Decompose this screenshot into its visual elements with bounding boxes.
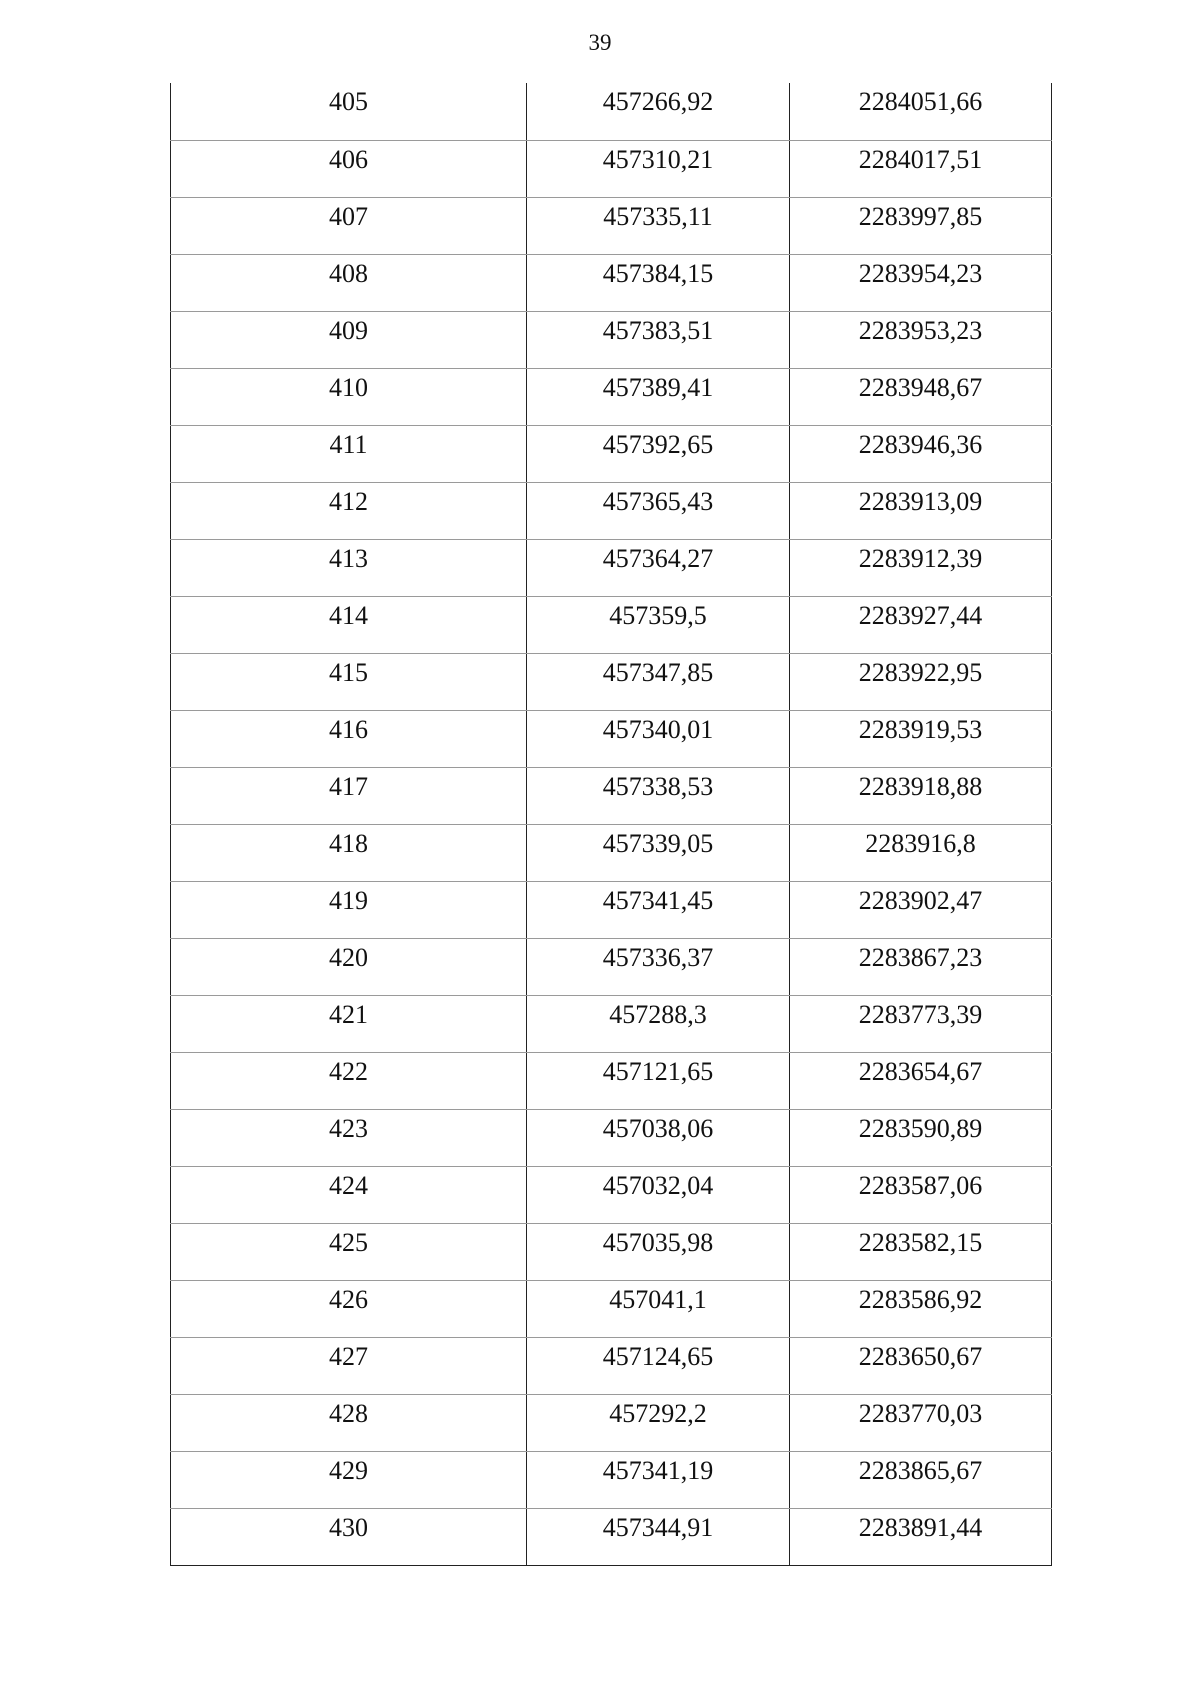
point-number-cell: 424 bbox=[171, 1166, 527, 1223]
y-coordinate-cell: 2283654,67 bbox=[790, 1052, 1052, 1109]
y-coordinate-cell: 2283946,36 bbox=[790, 425, 1052, 482]
point-number-cell: 413 bbox=[171, 539, 527, 596]
y-coordinate-cell: 2283919,53 bbox=[790, 710, 1052, 767]
x-coordinate-cell: 457124,65 bbox=[527, 1337, 790, 1394]
x-coordinate-cell: 457340,01 bbox=[527, 710, 790, 767]
y-coordinate-cell: 2283954,23 bbox=[790, 254, 1052, 311]
y-coordinate-cell: 2284017,51 bbox=[790, 140, 1052, 197]
x-coordinate-cell: 457359,5 bbox=[527, 596, 790, 653]
table-row bbox=[171, 482, 1052, 539]
x-coordinate-cell: 457335,11 bbox=[527, 197, 790, 254]
point-number-cell: 411 bbox=[171, 425, 527, 482]
table-row bbox=[171, 938, 1052, 995]
point-number-cell: 408 bbox=[171, 254, 527, 311]
y-coordinate-cell: 2283927,44 bbox=[790, 596, 1052, 653]
table-row bbox=[171, 653, 1052, 710]
y-coordinate-cell: 2283590,89 bbox=[790, 1109, 1052, 1166]
x-coordinate-cell: 457266,92 bbox=[527, 83, 790, 140]
page-number: 39 bbox=[588, 30, 612, 55]
y-coordinate-cell: 2283953,23 bbox=[790, 311, 1052, 368]
point-number-cell: 430 bbox=[171, 1508, 527, 1565]
x-coordinate-cell: 457383,51 bbox=[527, 311, 790, 368]
table-row bbox=[171, 710, 1052, 767]
table-row bbox=[171, 767, 1052, 824]
point-number-cell: 407 bbox=[171, 197, 527, 254]
x-coordinate-cell: 457344,91 bbox=[527, 1508, 790, 1565]
table-row bbox=[171, 1223, 1052, 1280]
y-coordinate-cell: 2283912,39 bbox=[790, 539, 1052, 596]
table-row bbox=[171, 1052, 1052, 1109]
x-coordinate-cell: 457288,3 bbox=[527, 995, 790, 1052]
x-coordinate-cell: 457384,15 bbox=[527, 254, 790, 311]
y-coordinate-cell: 2283867,23 bbox=[790, 938, 1052, 995]
y-coordinate-cell: 2283913,09 bbox=[790, 482, 1052, 539]
table-row bbox=[171, 1451, 1052, 1508]
coordinates-table-body bbox=[171, 83, 1052, 1565]
y-coordinate-cell: 2283948,67 bbox=[790, 368, 1052, 425]
point-number-cell: 418 bbox=[171, 824, 527, 881]
x-coordinate-cell: 457365,43 bbox=[527, 482, 790, 539]
y-coordinate-cell: 2283770,03 bbox=[790, 1394, 1052, 1451]
table-row bbox=[171, 1394, 1052, 1451]
table-row bbox=[171, 995, 1052, 1052]
table-row bbox=[171, 83, 1052, 140]
point-number-cell: 405 bbox=[171, 83, 527, 140]
x-coordinate-cell: 457310,21 bbox=[527, 140, 790, 197]
point-number-cell: 423 bbox=[171, 1109, 527, 1166]
x-coordinate-cell: 457389,41 bbox=[527, 368, 790, 425]
point-number-cell: 409 bbox=[171, 311, 527, 368]
table-row bbox=[171, 1109, 1052, 1166]
table-row bbox=[171, 1166, 1052, 1223]
x-coordinate-cell: 457341,19 bbox=[527, 1451, 790, 1508]
y-coordinate-cell: 2284051,66 bbox=[790, 83, 1052, 140]
x-coordinate-cell: 457364,27 bbox=[527, 539, 790, 596]
y-coordinate-cell: 2283918,88 bbox=[790, 767, 1052, 824]
point-number-cell: 428 bbox=[171, 1394, 527, 1451]
x-coordinate-cell: 457035,98 bbox=[527, 1223, 790, 1280]
table-row bbox=[171, 425, 1052, 482]
x-coordinate-cell: 457038,06 bbox=[527, 1109, 790, 1166]
x-coordinate-cell: 457339,05 bbox=[527, 824, 790, 881]
y-coordinate-cell: 2283586,92 bbox=[790, 1280, 1052, 1337]
table-row bbox=[171, 197, 1052, 254]
x-coordinate-cell: 457121,65 bbox=[527, 1052, 790, 1109]
point-number-cell: 410 bbox=[171, 368, 527, 425]
table-row bbox=[171, 881, 1052, 938]
point-number-cell: 415 bbox=[171, 653, 527, 710]
x-coordinate-cell: 457347,85 bbox=[527, 653, 790, 710]
table-row bbox=[171, 539, 1052, 596]
point-number-cell: 417 bbox=[171, 767, 527, 824]
x-coordinate-cell: 457341,45 bbox=[527, 881, 790, 938]
table-row bbox=[171, 1337, 1052, 1394]
table-row bbox=[171, 824, 1052, 881]
y-coordinate-cell: 2283650,67 bbox=[790, 1337, 1052, 1394]
x-coordinate-cell: 457338,53 bbox=[527, 767, 790, 824]
y-coordinate-cell: 2283916,8 bbox=[790, 824, 1052, 881]
point-number-cell: 420 bbox=[171, 938, 527, 995]
table-row bbox=[171, 596, 1052, 653]
x-coordinate-cell: 457041,1 bbox=[527, 1280, 790, 1337]
y-coordinate-cell: 2283865,67 bbox=[790, 1451, 1052, 1508]
y-coordinate-cell: 2283582,15 bbox=[790, 1223, 1052, 1280]
table-row bbox=[171, 1508, 1052, 1565]
y-coordinate-cell: 2283922,95 bbox=[790, 653, 1052, 710]
point-number-cell: 421 bbox=[171, 995, 527, 1052]
x-coordinate-cell: 457336,37 bbox=[527, 938, 790, 995]
point-number-cell: 429 bbox=[171, 1451, 527, 1508]
y-coordinate-cell: 2283891,44 bbox=[790, 1508, 1052, 1565]
coordinates-table bbox=[170, 83, 1052, 1566]
table-row bbox=[171, 311, 1052, 368]
point-number-cell: 426 bbox=[171, 1280, 527, 1337]
table-row bbox=[171, 254, 1052, 311]
point-number-cell: 416 bbox=[171, 710, 527, 767]
point-number-cell: 419 bbox=[171, 881, 527, 938]
point-number-cell: 412 bbox=[171, 482, 527, 539]
point-number-cell: 422 bbox=[171, 1052, 527, 1109]
table-row bbox=[171, 140, 1052, 197]
point-number-cell: 406 bbox=[171, 140, 527, 197]
table-row bbox=[171, 1280, 1052, 1337]
point-number-cell: 414 bbox=[171, 596, 527, 653]
x-coordinate-cell: 457032,04 bbox=[527, 1166, 790, 1223]
y-coordinate-cell: 2283997,85 bbox=[790, 197, 1052, 254]
y-coordinate-cell: 2283587,06 bbox=[790, 1166, 1052, 1223]
table-row bbox=[171, 368, 1052, 425]
x-coordinate-cell: 457292,2 bbox=[527, 1394, 790, 1451]
y-coordinate-cell: 2283902,47 bbox=[790, 881, 1052, 938]
point-number-cell: 427 bbox=[171, 1337, 527, 1394]
point-number-cell: 425 bbox=[171, 1223, 527, 1280]
x-coordinate-cell: 457392,65 bbox=[527, 425, 790, 482]
y-coordinate-cell: 2283773,39 bbox=[790, 995, 1052, 1052]
